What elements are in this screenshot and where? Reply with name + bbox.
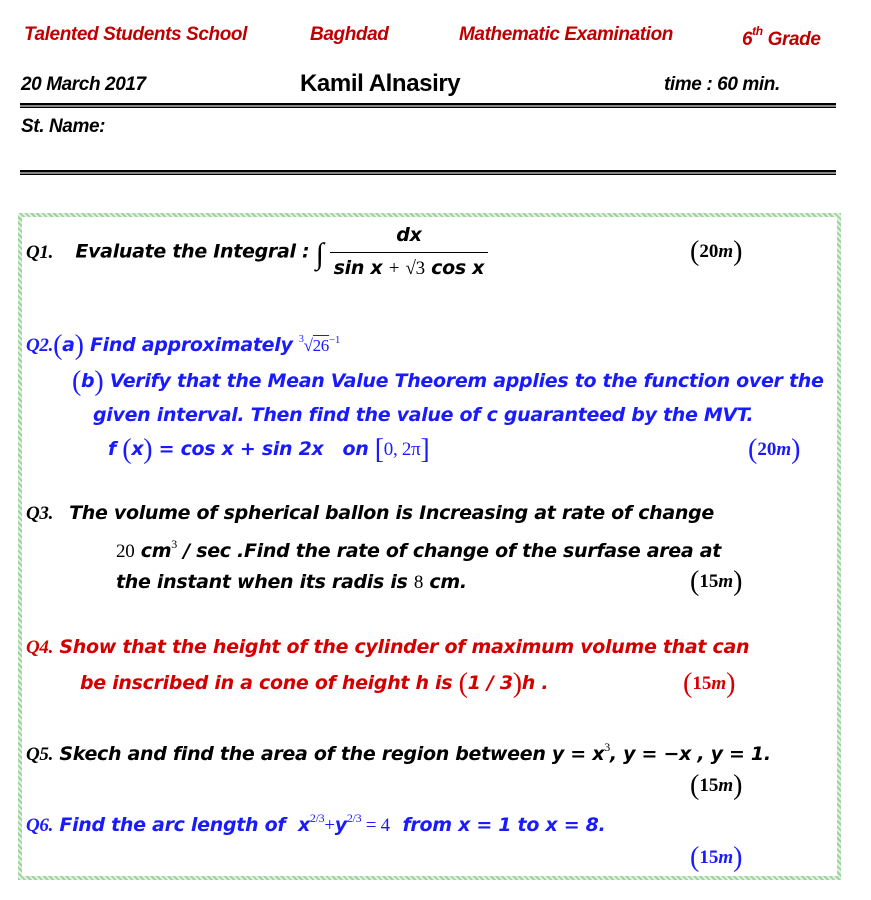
q6-marks-unit: m	[718, 847, 734, 868]
q2-f: f	[108, 438, 116, 460]
q4-tail: h .	[521, 672, 549, 694]
question-6	[26, 811, 605, 837]
q4-label: Q4.	[26, 637, 54, 658]
q2-marks: (20m)	[748, 434, 801, 465]
q6-eq-sup-y: 2/3	[346, 811, 362, 825]
q2a-root: $^3√26^{-1}$	[298, 334, 341, 355]
question-5	[26, 740, 771, 766]
q6-eq-rest: = 4	[361, 815, 390, 836]
teacher-name: Kamil Alnasiry	[300, 70, 461, 97]
q3-line1: The volume of spherical ballon is Increasing at rate of change	[69, 502, 715, 524]
exam-title: Mathematic Examination	[459, 24, 673, 45]
q3-radius-unit: cm.	[429, 571, 467, 593]
exam-time: time : 60 min.	[664, 74, 780, 95]
q1-denominator	[330, 253, 488, 280]
question-3-line1	[26, 502, 714, 525]
q5-text: Skech and find the area of the region between	[59, 743, 546, 765]
q1-text: Evaluate the Integral :	[75, 240, 310, 263]
q3-rate-sup: 3	[171, 537, 177, 551]
student-name-label: St. Name:	[21, 116, 106, 137]
q3-label: Q3.	[26, 503, 54, 524]
q1-numerator: dx	[330, 224, 488, 253]
q1-marks-value: 20	[699, 241, 719, 262]
integral-sign: ∫	[315, 237, 324, 271]
q2b-label: b	[81, 370, 95, 392]
city-name: Baghdad	[310, 24, 389, 45]
question-2b-function: f (x) = cos x + sin 2x on [0, 2π]	[108, 434, 430, 465]
q5-eq2: , y = −x , y = 1.	[609, 743, 771, 765]
question-3-line2	[116, 537, 721, 563]
q5-eq1-sup: 3	[604, 740, 610, 754]
q2-x: x	[131, 438, 144, 460]
q3-marks-unit: m	[718, 571, 734, 592]
student-name-line	[20, 170, 836, 175]
q1-den-plus: +	[388, 258, 400, 279]
q3-line3: the instant when its radis is	[116, 571, 414, 593]
q2-interval-value: 0, 2π	[383, 439, 421, 460]
q2-label: Q2.	[26, 335, 54, 356]
q3-marks: (15m)	[690, 566, 743, 597]
q5-marks-value: 15	[699, 775, 719, 796]
question-2a: Q2.(a) Find approximately $^3√26^{-1}$	[26, 330, 341, 361]
q3-marks-value: 15	[699, 571, 719, 592]
q2-on: on	[342, 438, 369, 460]
q5-marks: (15m)	[690, 770, 743, 801]
question-4-line2: be inscribed in a cone of height h is (1 / 3)h .	[80, 668, 549, 699]
q2a-exponent: −1	[329, 334, 341, 346]
q5-eq1: y = x	[551, 743, 605, 765]
q1-marks: (20m)	[690, 236, 743, 267]
q2-f-rest: = cos x + sin 2x	[158, 438, 324, 460]
q2a-label: a	[62, 334, 75, 356]
q5-marks-unit: m	[718, 775, 734, 796]
q2-marks-unit: m	[776, 439, 792, 460]
q3-radius-value: 8	[413, 572, 424, 593]
q4-marks: (15m)	[683, 668, 736, 699]
q6-eq-plus: +	[324, 815, 335, 836]
grade-label	[742, 24, 821, 51]
grade-word: Grade	[767, 29, 821, 50]
q2b-text1: Verify that the Mean Value Theorem applies to the function over the	[109, 370, 824, 392]
exam-date: 20 March 2017	[21, 74, 146, 95]
q6-from-eq: x = 1	[458, 814, 512, 836]
q2-interval: [0, 2π]	[374, 434, 430, 465]
q1-den-sqrt: √3	[405, 258, 425, 279]
q6-marks: (15m)	[690, 842, 743, 873]
header-divider	[20, 103, 836, 108]
q6-from: from	[402, 814, 452, 836]
q4-marks-value: 15	[692, 673, 712, 694]
q4-line2: be inscribed in a cone of height h is	[80, 672, 453, 694]
q4-ratio: 1 / 3	[467, 672, 513, 694]
q5-label: Q5.	[26, 744, 54, 765]
q1-den-cos: cos x	[431, 257, 485, 279]
q6-eq-sup-x: 2/3	[309, 811, 325, 825]
q1-marks-unit: m	[718, 241, 734, 262]
q6-text: Find the arc length of	[59, 814, 286, 836]
q2-marks-value: 20	[757, 439, 777, 460]
q6-label: Q6.	[26, 815, 54, 836]
q4-marks-unit: m	[711, 673, 727, 694]
q3-rate-value: 20	[116, 541, 135, 562]
q6-to: to	[517, 814, 540, 836]
school-name: Talented Students School	[24, 24, 247, 45]
q4-line1: Show that the height of the cylinder of maximum volume that can	[59, 636, 750, 658]
q1-den-sin: sin x	[333, 257, 383, 279]
q1-label: Q1.	[26, 241, 54, 263]
grade-number: 6	[742, 29, 753, 50]
q2a-radicand: 26	[312, 336, 330, 355]
q6-eq-x: x	[297, 814, 310, 836]
question-4-line1	[26, 636, 749, 659]
question-3-line3	[116, 571, 467, 594]
q1-fraction	[330, 224, 488, 280]
q3-rate-unit: cm	[140, 540, 172, 562]
question-1	[26, 224, 488, 280]
question-2b-line1: (b) Verify that the Mean Value Theorem applies to the function over the	[72, 366, 824, 397]
q6-eq-y: y	[334, 814, 347, 836]
q6-marks-value: 15	[699, 847, 719, 868]
grade-suffix: th	[752, 24, 763, 38]
q2a-root-index: 3	[298, 334, 304, 345]
q6-to-eq: x = 8.	[545, 814, 606, 836]
q3-line2-rest: / sec .Find the rate of change of the surfase area at	[183, 540, 722, 562]
question-2b-line2: given interval. Then find the value of c guaranteed by the MVT.	[93, 404, 754, 426]
q2a-text: Find approximately	[90, 334, 293, 356]
